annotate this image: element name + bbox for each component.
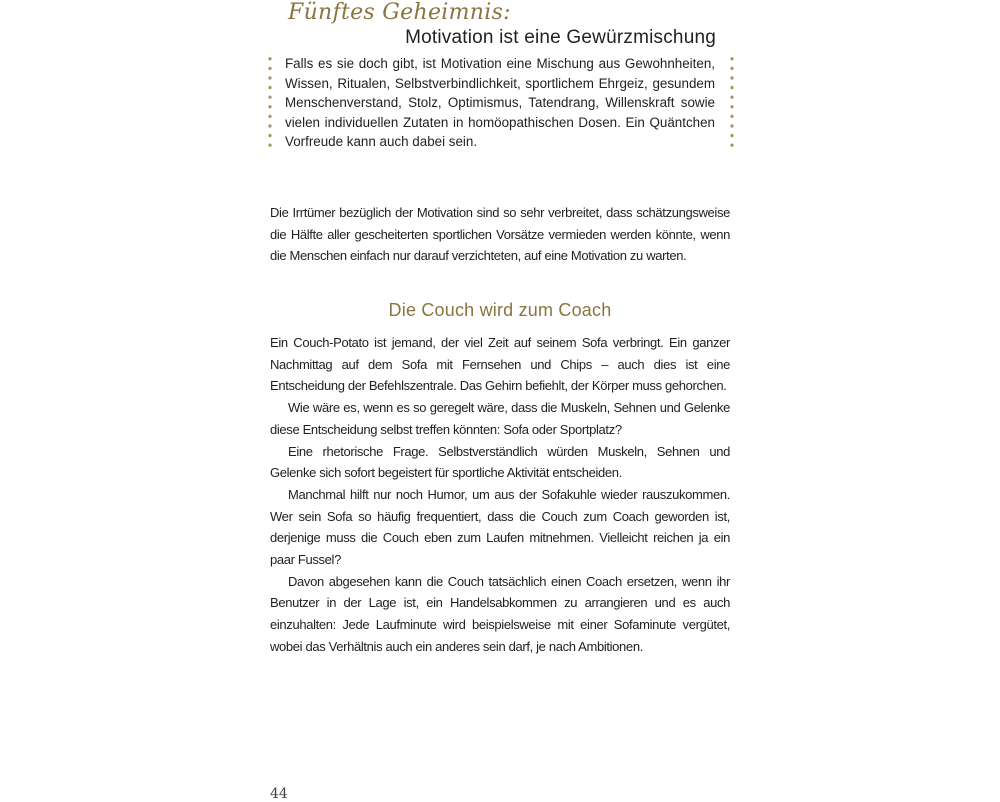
secret-subtitle: Motivation ist eine Gewürzmischung — [405, 27, 716, 48]
section-heading: Die Couch wird zum Coach — [388, 300, 612, 320]
body-paragraph: Eine rhetorische Frage. Selbstverständlich würden Muskeln, Sehnen und Gelenke sich sofort begeistert für sportliche Aktivität entscheiden. — [270, 443, 730, 481]
intro-paragraph-container — [270, 202, 730, 267]
body-paragraph: Davon abgesehen kann die Couch tatsächlich einen Coach ersetzen, wenn ihr Benutzer in der Lage ist, ein Handelsabkommen zu arrangieren und es auch einzuhalten: Jede Laufminute wird beispielsweise mit einer Sofaminute vergütet, wobei das Verhältnis auch ein anderes sein darf, je nach Ambitionen. — [270, 573, 730, 654]
section-body — [270, 332, 730, 658]
secret-kicker-title: Fünftes Geheimnis: — [288, 0, 511, 25]
highlight-box — [270, 54, 732, 150]
body-paragraph: Manchmal hilft nur noch Humor, um aus der Sofakuhle wieder rauszukommen. Wer sein Sofa so häufig frequentiert, dass die Couch zum Coach geworden ist, derjenige muss die Couch eben zum Laufen mitnehmen. Vielleicht reichen ja ein paar Fussel? — [270, 486, 730, 568]
intro-paragraph: Die Irrtümer bezüglich der Motivation sind so sehr verbreitet, dass schätzungsweise die Hälfte aller gescheiterten sportlichen Vorsätze vermieden werden könnte, wenn die Menschen einfach nur darauf verzichteten, auf eine Motivation zu warten. — [270, 205, 730, 264]
body-paragraph: Ein Couch-Potato ist jemand, der viel Zeit auf seinem Sofa verbringt. Ein ganzer Nachmittag auf dem Sofa mit Fernsehen und Chips – auch dies ist eine Entscheidung der Befehlszentrale. Das Gehirn befiehlt, der Körper muss gehorchen. — [270, 335, 730, 394]
highlight-box-text: Falls es sie doch gibt, ist Motivation eine Mischung aus Gewohnheiten, Wissen, Ritualen, Selbstverbindlichkeit, sportlichem Ehrgeiz, gesundem Menschenverstand, Stolz, Optimismus, Tatendrang, Willenskraft sowie vielen individuellen Zutaten in homöopathischen Dosen. Ein Quäntchen Vorfreude kann auch dabei sein. — [285, 56, 715, 149]
page-number: 44 — [270, 786, 288, 802]
body-paragraph: Wie wäre es, wenn es so geregelt wäre, dass die Muskeln, Sehnen und Gelenke diese Entscheidung selbst treffen könnten: Sofa oder Sportplatz? — [270, 400, 730, 437]
dotted-border-left — [268, 54, 272, 150]
dotted-border-right — [730, 54, 734, 150]
